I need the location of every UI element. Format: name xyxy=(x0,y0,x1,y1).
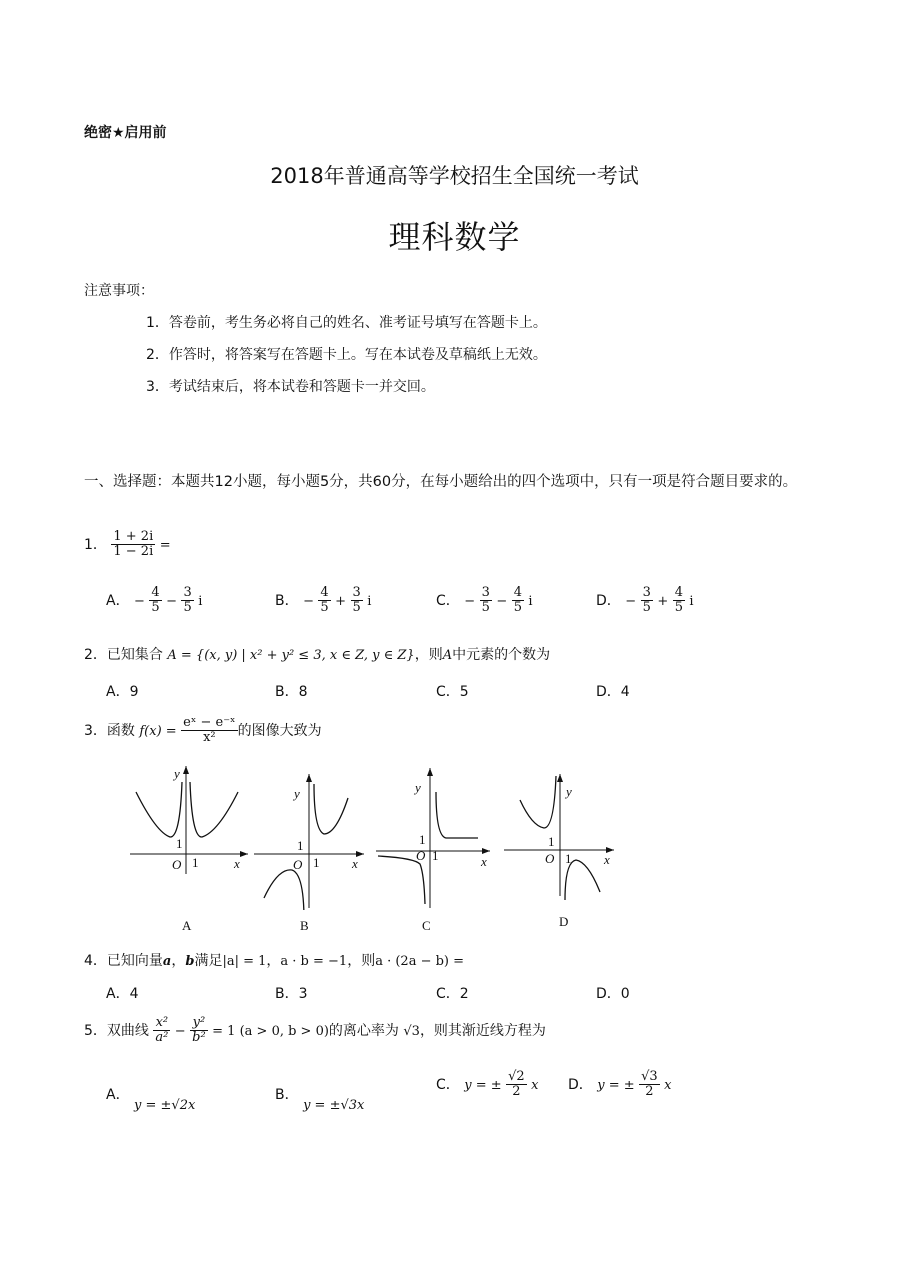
numerator: eˣ − e⁻ˣ xyxy=(183,715,236,730)
axis-y-label: y xyxy=(294,786,300,801)
q1-option-d[interactable] xyxy=(596,586,694,616)
fraction xyxy=(506,1070,527,1100)
q4-condition-2: a · b = −1 xyxy=(280,954,348,969)
caption-b: B xyxy=(300,918,309,933)
q5-mid: 的离心率为 xyxy=(328,1022,399,1039)
variable: x xyxy=(664,1077,672,1093)
q5-tail: ，则其渐近线方程为 xyxy=(419,1022,546,1039)
question-number: 2． xyxy=(84,647,107,663)
sign: + xyxy=(657,593,669,609)
notice-item: 2．作答时，将答案写在答题卡上。写在本试卷及草稿纸上无效。 xyxy=(146,347,547,363)
tick-one: 1 xyxy=(565,851,572,866)
denominator: a² xyxy=(155,1030,169,1046)
q2-prefix: 已知集合 xyxy=(106,647,163,663)
denominator: 5 xyxy=(513,600,522,616)
notice-item: 1．答卷前，考生务必将自己的姓名、准考证号填写在答题卡上。 xyxy=(146,315,547,331)
variable: x xyxy=(531,1077,539,1093)
numerator: 4 xyxy=(513,585,522,600)
imag-unit: i xyxy=(689,593,694,609)
separator: ， xyxy=(266,953,281,969)
q5-eccentricity: √3 xyxy=(403,1023,420,1039)
sign: − xyxy=(134,593,145,609)
tick-one: 1 xyxy=(176,836,183,851)
axis-y-label: y xyxy=(174,766,180,781)
denominator: 5 xyxy=(481,600,490,616)
numerator: 4 xyxy=(674,585,683,600)
q1-numerator: 1 + 2i xyxy=(113,529,154,544)
numerator: x² xyxy=(153,1016,170,1031)
sign: − xyxy=(303,593,314,609)
q4-prefix: 已知向量 xyxy=(106,953,163,969)
denominator: 5 xyxy=(352,600,361,616)
q2-tail: 中元素的个数为 xyxy=(452,647,551,663)
option-label: A． xyxy=(106,592,130,609)
q4-mid: 满足 xyxy=(194,953,223,969)
fraction xyxy=(181,586,193,616)
numerator: 3 xyxy=(481,585,490,600)
option-label: B． xyxy=(275,592,299,609)
denominator: b² xyxy=(192,1030,206,1046)
q5-rhs: = 1 (a > 0, b > 0) xyxy=(212,1023,329,1039)
question-number: 1． xyxy=(84,536,107,553)
q2-post: ，则 xyxy=(414,647,443,663)
question-1 xyxy=(84,530,171,560)
denominator: 5 xyxy=(320,600,329,616)
graph-a[interactable] xyxy=(126,762,251,877)
caption-c: C xyxy=(422,918,431,933)
fraction xyxy=(480,586,492,616)
fraction xyxy=(639,1070,660,1100)
denominator: x² xyxy=(203,730,216,746)
q5-option-a[interactable] xyxy=(106,1084,196,1113)
caption-d: D xyxy=(559,914,569,929)
tick-one: 1 xyxy=(548,834,555,849)
vector-a: a xyxy=(162,954,172,969)
tick-one: 1 xyxy=(432,848,439,863)
q2-option-d[interactable]: D．4 xyxy=(596,684,630,700)
q3-tail: 的图像大致为 xyxy=(237,722,322,739)
q4-expression: a · (2a − b) = xyxy=(375,954,465,969)
q1-denominator: 1 − 2i xyxy=(113,544,154,560)
question-number: 4． xyxy=(84,953,107,969)
q2-option-b[interactable]: B．8 xyxy=(275,684,308,700)
origin-label: O xyxy=(172,857,182,872)
sign: − xyxy=(496,593,508,609)
tick-one: 1 xyxy=(419,832,426,847)
notice-heading: 注意事项： xyxy=(84,283,154,299)
section-intro: 一、选择题：本题共12小题，每小题5分，共60分，在每小题给出的四个选项中，只有一项是符合题目要求的。 xyxy=(84,474,798,490)
q1-option-a[interactable] xyxy=(106,586,202,616)
axis-x-label: x xyxy=(234,856,240,871)
numerator: y² xyxy=(190,1016,208,1031)
fraction xyxy=(351,586,363,616)
question-number: 3． xyxy=(84,722,107,739)
q1-option-b[interactable] xyxy=(275,586,371,616)
q4-option-c[interactable]: C．2 xyxy=(436,986,469,1002)
q3-function: f(x) = xyxy=(139,723,177,739)
option-label: C． xyxy=(436,592,460,609)
q2-variable: A xyxy=(442,648,453,663)
denominator: 2 xyxy=(512,1084,521,1100)
separator: ， xyxy=(171,953,186,969)
numerator: 3 xyxy=(352,585,361,600)
q5-prefix: 双曲线 xyxy=(106,1022,149,1039)
q5-option-b[interactable] xyxy=(275,1084,365,1113)
q5-option-d[interactable] xyxy=(568,1070,671,1100)
tick-one: 1 xyxy=(297,838,304,853)
denominator: 5 xyxy=(183,600,192,616)
option-expression: y = ±√2x xyxy=(134,1098,196,1113)
q4-option-b[interactable]: B．3 xyxy=(275,986,308,1002)
imag-unit: i xyxy=(198,593,203,609)
option-expression: y = ± xyxy=(597,1077,635,1093)
q2-option-c[interactable]: C．5 xyxy=(436,684,469,700)
numerator: 3 xyxy=(183,585,192,600)
numerator: √2 xyxy=(508,1069,525,1084)
origin-label: O xyxy=(545,851,555,866)
q1-fraction xyxy=(111,530,155,560)
axis-y-label: y xyxy=(566,784,572,799)
caption-a: A xyxy=(182,918,192,933)
minus-sign: − xyxy=(174,1023,186,1039)
axis-x-label: x xyxy=(604,852,610,867)
numerator: 3 xyxy=(642,585,651,600)
numerator: √3 xyxy=(641,1069,658,1084)
q4-option-a[interactable]: A．4 xyxy=(106,986,139,1002)
imag-unit: i xyxy=(528,593,533,609)
question-number: 5． xyxy=(84,1022,107,1039)
axis-y-label: y xyxy=(415,780,421,795)
origin-label: O xyxy=(416,848,426,863)
fraction xyxy=(318,586,330,616)
denominator: 5 xyxy=(151,600,160,616)
axis-x-label: x xyxy=(481,854,487,869)
question-3 xyxy=(84,716,322,746)
q2-set-expression: A = {(x, y) | x² + y² ≤ 3, x ∈ Z, y ∈ Z} xyxy=(167,648,415,663)
fraction xyxy=(153,1016,170,1046)
q2-option-a[interactable]: A．9 xyxy=(106,684,139,700)
option-label: A． xyxy=(106,1087,130,1103)
denominator: 2 xyxy=(645,1084,654,1100)
q1-option-c[interactable] xyxy=(436,586,533,616)
confidential-mark: 绝密★启用前 xyxy=(84,125,167,141)
option-expression: y = ±√3x xyxy=(303,1098,365,1113)
sign: − xyxy=(464,593,476,609)
exam-title: 2018年普通高等学校招生全国统一考试 xyxy=(270,164,639,188)
graph-c[interactable] xyxy=(374,764,494,910)
tick-one: 1 xyxy=(192,855,199,870)
tick-one: 1 xyxy=(313,855,320,870)
q3-fraction xyxy=(181,716,237,746)
origin-label: O xyxy=(293,857,303,872)
sign: − xyxy=(625,593,637,609)
fraction xyxy=(641,586,653,616)
option-label: B． xyxy=(275,1087,299,1103)
q4-condition-1: |a| = 1 xyxy=(222,954,267,969)
q3-prefix: 函数 xyxy=(106,722,135,739)
option-label: D． xyxy=(568,1076,593,1093)
option-label: D． xyxy=(596,592,621,609)
denominator: 5 xyxy=(674,600,683,616)
option-label: C． xyxy=(436,1076,460,1093)
option-expression: y = ± xyxy=(464,1077,502,1093)
question-4 xyxy=(84,950,464,970)
graph-d[interactable] xyxy=(502,770,617,900)
sign: + xyxy=(335,593,347,609)
numerator: 4 xyxy=(320,585,329,600)
q4-then: ，则 xyxy=(347,953,376,969)
q1-equals: = xyxy=(159,537,171,553)
subject-title: 理科数学 xyxy=(388,218,521,256)
axis-x-label: x xyxy=(352,856,358,871)
notice-item: 3．考试结束后，将本试卷和答题卡一并交回。 xyxy=(146,379,435,395)
question-5 xyxy=(84,1016,546,1046)
imag-unit: i xyxy=(367,593,372,609)
fraction xyxy=(149,586,161,616)
fraction xyxy=(512,586,524,616)
q5-option-c[interactable] xyxy=(436,1070,538,1100)
denominator: 5 xyxy=(642,600,651,616)
sign: − xyxy=(166,593,178,609)
graph-b[interactable] xyxy=(252,770,367,910)
question-2 xyxy=(84,644,550,664)
q4-option-d[interactable]: D．0 xyxy=(596,986,630,1002)
fraction xyxy=(673,586,685,616)
numerator: 4 xyxy=(151,585,160,600)
fraction xyxy=(190,1016,208,1046)
vector-b: b xyxy=(185,954,195,969)
